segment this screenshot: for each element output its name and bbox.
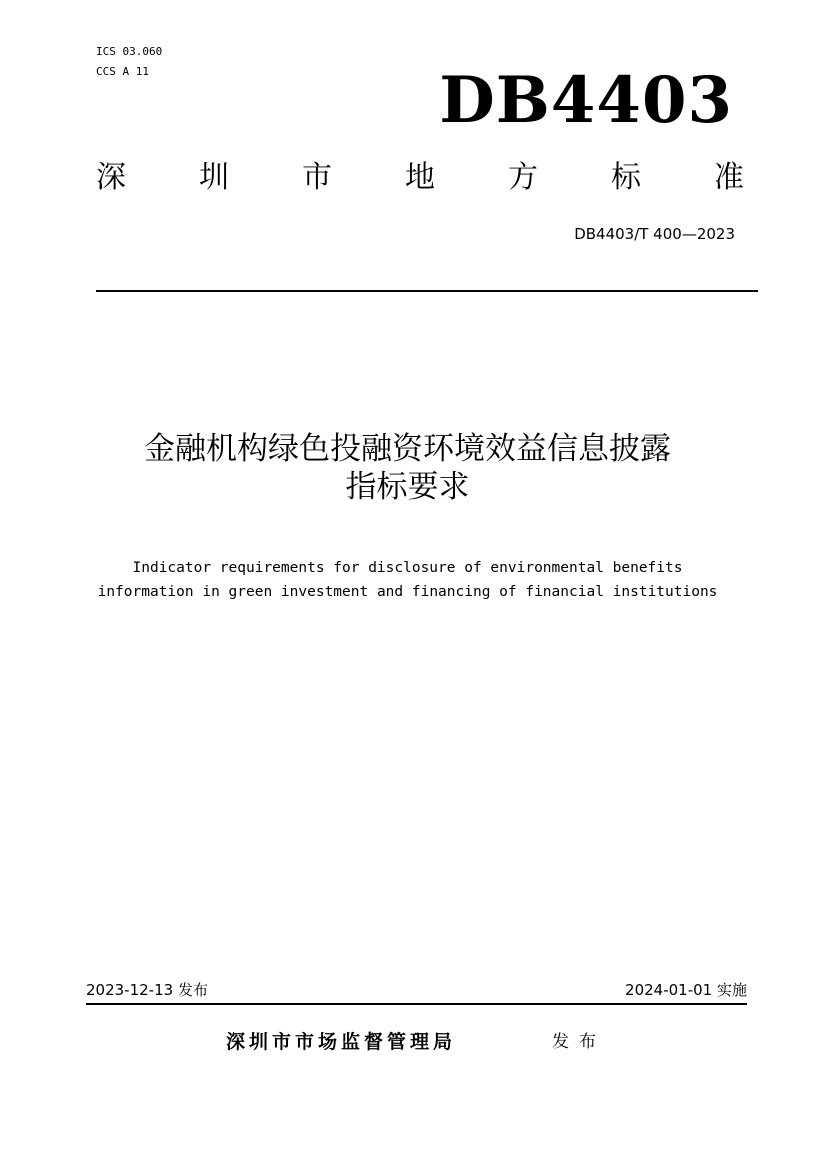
implementation-date: 2024-01-01 实施 (625, 981, 747, 999)
english-title-line-2: information in green investment and financing of financial institutions (97, 584, 718, 600)
standard-type-char: 圳 (199, 160, 229, 195)
chinese-title-line-1: 金融机构绿色投融资环境效益信息披露 (144, 431, 671, 467)
standard-type-char: 市 (302, 160, 332, 195)
standard-type-char: 方 (508, 160, 538, 195)
ics-code: ICS 03.060 (96, 45, 163, 58)
standard-type-char: 标 (611, 160, 641, 195)
ccs-code: CCS A 11 (96, 65, 149, 78)
chinese-title-line-2: 指标要求 (345, 469, 470, 505)
standard-logo: DB4403 (439, 63, 733, 138)
issue-date: 2023-12-13 发布 (86, 981, 208, 999)
issue-label: 发布 (552, 1032, 606, 1052)
standard-type-char: 地 (405, 160, 435, 195)
header-divider (96, 290, 758, 292)
english-title (0, 556, 815, 604)
chinese-title (0, 430, 815, 506)
footer-divider (86, 1003, 747, 1005)
standard-type-title (96, 158, 744, 198)
english-title-line-1: Indicator requirements for disclosure of environmental benefits (132, 560, 683, 576)
classification-codes (96, 42, 162, 82)
standard-number: DB4403/T 400—2023 (574, 225, 735, 243)
standard-type-char: 准 (714, 160, 744, 195)
standard-type-char: 深 (96, 160, 126, 195)
issuing-authority: 深圳市市场监督管理局 (226, 1031, 457, 1053)
